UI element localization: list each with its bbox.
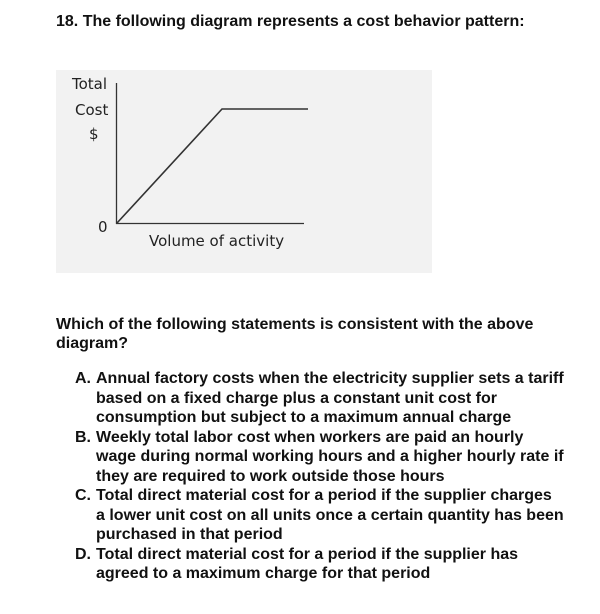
option-b-letter: B. <box>75 428 91 446</box>
y-axis-label-total: Total <box>72 75 108 93</box>
y-axis-label-currency: $ <box>89 125 99 143</box>
option-a[interactable] <box>75 369 565 428</box>
origin-label: 0 <box>98 218 108 236</box>
question-prompt: Which of the following statements is consistent with the above diagram? <box>56 316 534 352</box>
diagram-svg <box>56 70 432 273</box>
answer-options <box>75 369 565 584</box>
option-c-letter: C. <box>75 487 91 504</box>
cost-behavior-diagram <box>56 70 432 273</box>
option-d[interactable] <box>75 545 565 584</box>
option-b[interactable] <box>75 428 565 487</box>
option-a-letter: A. <box>75 370 91 387</box>
question-title: 18. The following diagram represents a cost behavior pattern: <box>56 13 525 30</box>
option-c[interactable] <box>75 486 565 545</box>
option-d-text: Total direct material cost for a period if the supplier has agreed to a maximum charge for that period <box>96 545 519 582</box>
option-b-text: Weekly total labor cost when workers are paid an hourly wage during normal working hours and a higher hourly rate if they are required to work outside those hours <box>96 428 564 485</box>
option-a-text: Annual factory costs when the electricity supplier sets a tariff based on a fixed charge plus a constant unit cost for consumption but subject to a maximum annual charge <box>96 370 564 426</box>
y-axis-label-cost: Cost <box>75 101 109 119</box>
option-d-letter: D. <box>75 545 91 563</box>
cost-function-line <box>117 109 308 223</box>
x-axis-label: Volume of activity <box>149 232 285 250</box>
option-c-text: Total direct material cost for a period if the supplier charges a lower unit cost on all units once a certain quantity has been purchased in that period <box>96 487 564 543</box>
